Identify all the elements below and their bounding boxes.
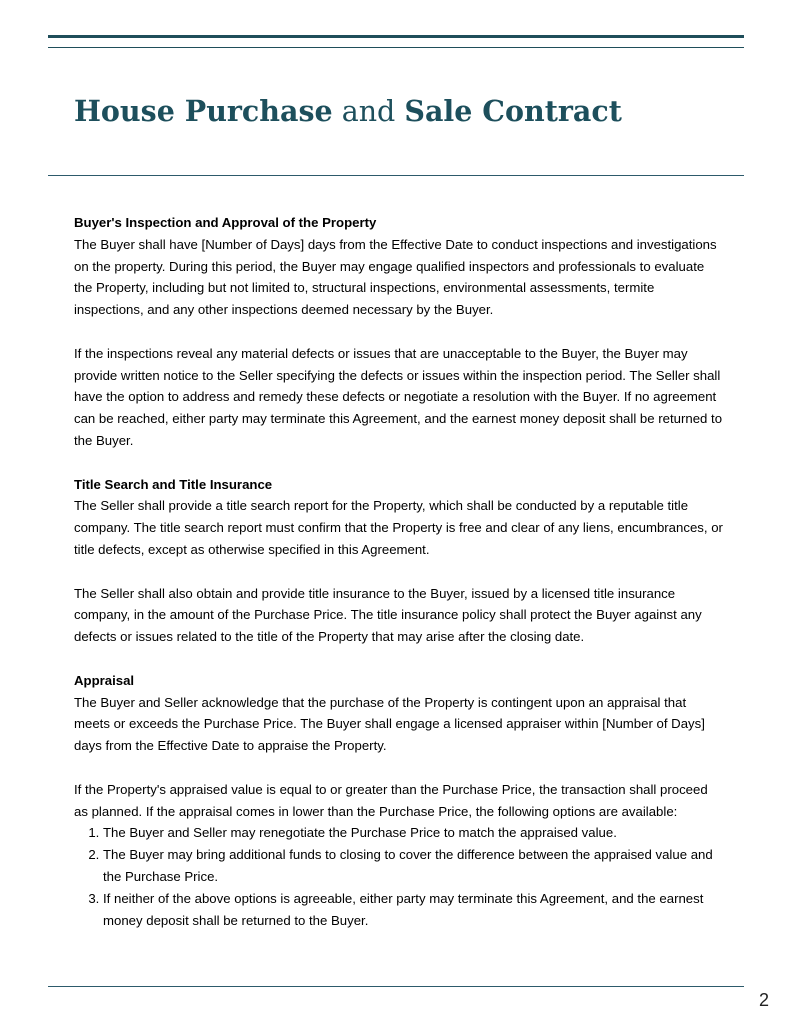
list-item: 2. The Buyer may bring additional funds to closing to cover the difference between the appraised value and the Purchase Price. [103,844,724,888]
section-paragraph: The Seller shall also obtain and provide title insurance to the Buyer, issued by a licensed title insurance company, in the amount of the Purchase Price. The title insurance policy shall protect the Buyer against any defects or issues related to the title of the Property that may arise after the closing date. [74,585,702,645]
page-number: 2 [758,990,769,1010]
section-paragraph: The Seller shall provide a title search report for the Property, which shall be conducted by a reputable title company. The title search report must confirm that the Property is free and clear of any liens, encumbrances, or title defects, except as otherwise specified in this Agreement. [74,498,723,557]
section-paragraph: The Buyer and Seller acknowledge that the purchase of the Property is contingent upon an appraisal that meets or exceeds the Purchase Price. The Buyer shall engage a licensed appraiser within [Number of Days] days from the Effective Date to appraise the Property. [74,694,705,754]
paragraph-spacer [74,757,724,779]
section-heading: Appraisal [74,672,135,688]
title-divider [48,175,744,176]
header-rule-thick [48,35,744,38]
section-paragraph: If the inspections reveal any material defects or issues that are unacceptable to the Buyer, the Buyer may provide written notice to the Seller specifying the defects or issues within the inspection period. The Seller shall have the option to address and remedy these defects or negotiate a resolution with the Buyer. If no agreement can be reached, either party may terminate this Agreement, and the earnest money deposit shall be returned to the Buyer. [74,345,723,448]
section-spacer [74,452,724,474]
section-paragraph: If the Property's appraised value is equal to or greater than the Purchase Price, the transaction shall proceed as planned. If the appraisal comes in lower than the Purchase Price, the following options are available: [74,781,708,819]
title-regular-part: and [332,95,405,128]
list-item: 3. If neither of the above options is agreeable, either party may terminate this Agreement, and the earnest money deposit shall be returned to the Buyer. [103,888,724,932]
section-inspection [74,212,724,452]
document-title [74,87,622,136]
section-title-search [74,474,724,648]
header-rule-thin [48,47,744,48]
title-bold-part-2: Sale Contract [404,94,622,128]
section-appraisal [74,670,724,932]
paragraph-spacer [74,561,724,583]
section-spacer [74,648,724,670]
section-heading: Title Search and Title Insurance [74,476,273,492]
title-bold-part-1: House Purchase [74,94,333,128]
appraisal-options-list [74,822,724,931]
paragraph-spacer [74,321,724,343]
list-item: 1. The Buyer and Seller may renegotiate the Purchase Price to match the appraised value. [103,822,724,844]
section-heading: Buyer's Inspection and Approval of the Property [74,215,377,230]
document-body [74,212,724,931]
footer-rule [48,986,744,987]
section-paragraph: The Buyer shall have [Number of Days] days from the Effective Date to conduct inspections and investigations on the property. During this period, the Buyer may engage qualified inspectors and professionals to evaluate the Property, including but not limited to, structural inspections, environmental assessments, termite inspections, and any other inspections deemed necessary by the Buyer. [74,236,717,318]
